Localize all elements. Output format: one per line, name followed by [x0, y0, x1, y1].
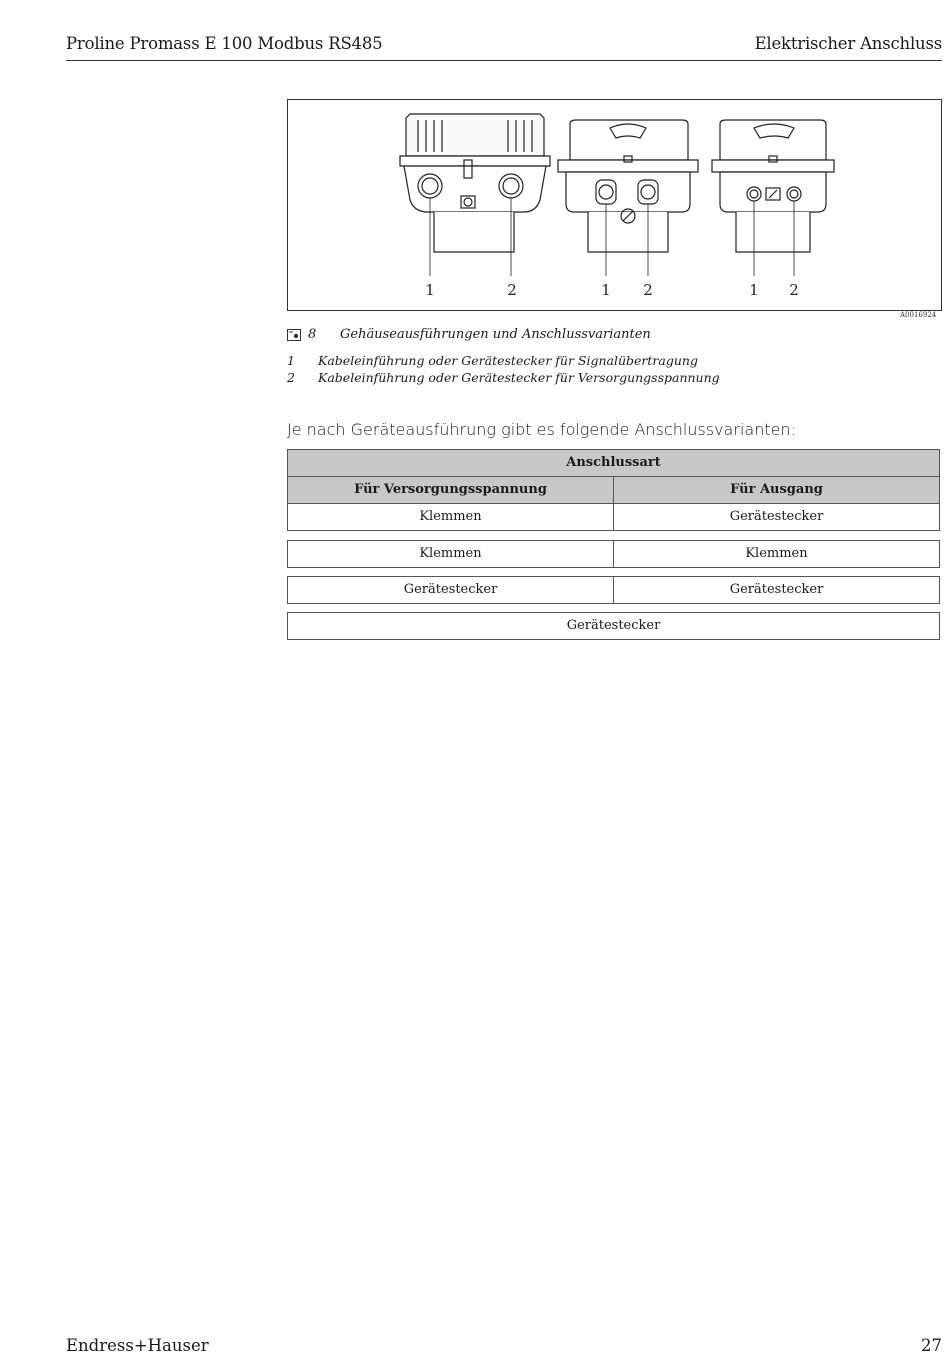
table-cell: Gerätestecker — [613, 577, 939, 603]
footer-brand: Endress+Hauser — [66, 1336, 209, 1355]
table-cell: Gerätestecker — [403, 582, 498, 597]
table-cell: Klemmen — [613, 541, 939, 567]
table-row-box — [287, 612, 940, 640]
column-header-supply: Für Versorgungsspannung — [354, 482, 547, 497]
callout-2c: 2 — [789, 281, 799, 299]
table-title: Anschlussart — [288, 450, 939, 477]
figure-icon — [287, 329, 301, 341]
column-header-output: Für Ausgang — [613, 477, 939, 503]
table-cell: Gerätestecker — [613, 504, 939, 530]
table-row-box — [287, 540, 940, 568]
housing-drawing — [288, 100, 941, 310]
table-row — [288, 504, 939, 530]
callout-1b: 1 — [601, 281, 611, 299]
legend-number: 1 — [287, 353, 295, 368]
table-row-box — [287, 576, 940, 604]
page-header — [66, 34, 942, 61]
housing-compact-glands — [558, 120, 698, 276]
callout-1a: 1 — [425, 281, 435, 299]
callout-2b: 2 — [643, 281, 653, 299]
housing-compact-connectors — [712, 120, 834, 276]
housing-aluminium — [400, 114, 550, 276]
figure-caption-text: Gehäuseausführungen und Anschlussvarianten — [340, 327, 651, 342]
table-header-row — [288, 477, 939, 504]
header-document-title: Proline Promass E 100 Modbus RS485 — [66, 34, 383, 53]
page-number: 27 — [921, 1336, 942, 1355]
figure-number: 8 — [308, 327, 317, 342]
figure-id: A0016924 — [900, 311, 937, 319]
legend-text: Kabeleinführung oder Gerätestecker für Signalübertragung — [318, 353, 698, 368]
table-row — [288, 541, 939, 567]
table-cell: Klemmen — [419, 509, 482, 524]
legend-text: Kabeleinführung oder Gerätestecker für Versorgungsspannung — [318, 370, 720, 385]
housing-variants-figure — [287, 99, 942, 311]
table-row — [288, 613, 939, 639]
callout-1c: 1 — [749, 281, 759, 299]
callout-2a: 2 — [507, 281, 517, 299]
table-row — [288, 577, 939, 603]
table-cell: Klemmen — [419, 546, 482, 561]
legend-number: 2 — [287, 370, 295, 385]
connection-type-table — [287, 449, 940, 531]
intro-paragraph: Je nach Geräteausführung gibt es folgende Anschlussvarianten: — [287, 420, 796, 439]
table-cell-merged: Gerätestecker — [566, 618, 661, 633]
header-section-title: Elektrischer Anschluss — [754, 34, 942, 53]
